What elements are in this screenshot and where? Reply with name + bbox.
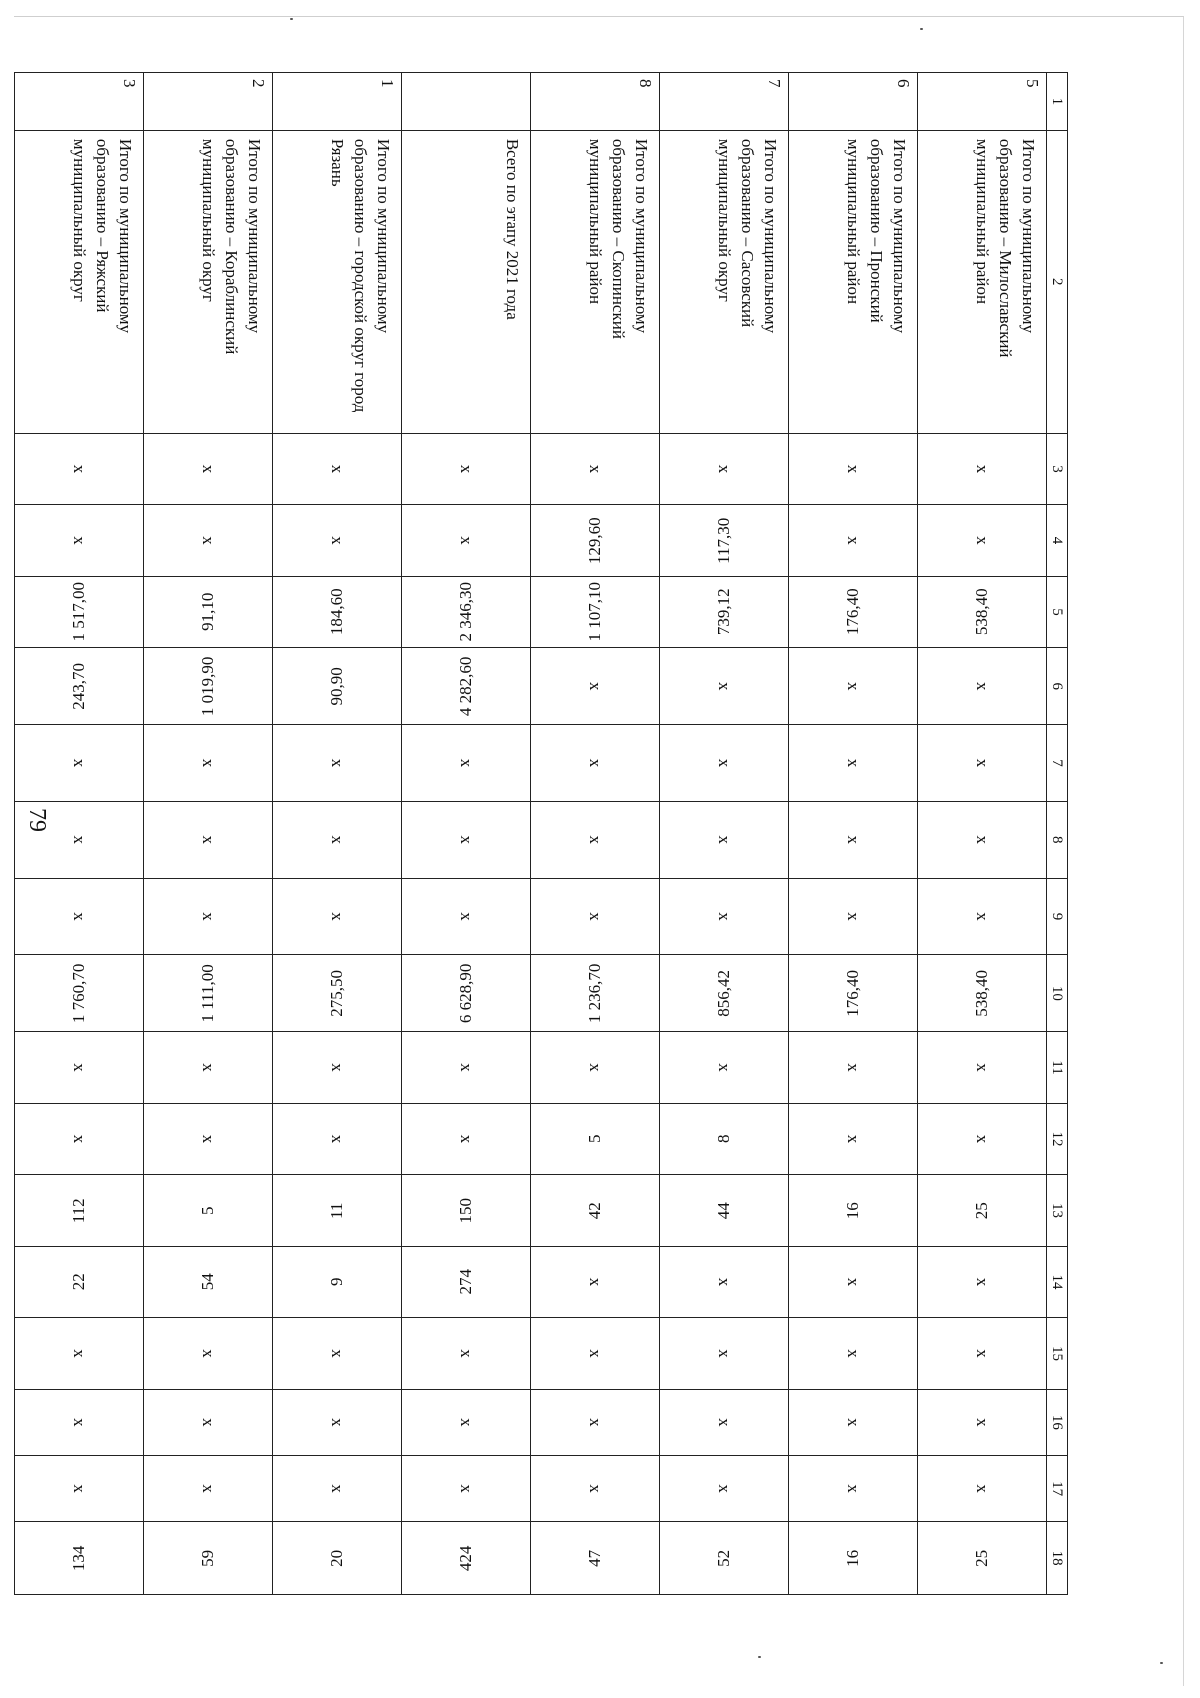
value-cell: x [531,801,660,878]
value-cell: x [273,801,402,878]
value-cell: x [789,648,918,725]
value-cell: x [531,1032,660,1104]
value-cell: 275,50 [273,955,402,1032]
value-cell: x [531,1318,660,1390]
value-cell: x [660,1032,789,1104]
value-cell: x [144,505,273,577]
value-cell: x [144,801,273,878]
table-row [660,73,789,1595]
value-cell: x [402,1318,531,1390]
value-cell: x [660,648,789,725]
value-cell: x [15,1103,144,1175]
row-label-cell: Итого по муниципальному образованию – Сасовский муниципальный округ [660,130,789,433]
value-cell: 117,30 [660,505,789,577]
value-cell: x [144,433,273,505]
value-cell: 20 [273,1522,402,1595]
value-cell: x [789,1456,918,1522]
value-cell: x [660,1318,789,1390]
value-cell: x [15,433,144,505]
column-number-cell: 12 [1047,1103,1068,1175]
value-cell: x [273,878,402,955]
value-cell: x [144,1032,273,1104]
column-number-cell: 18 [1047,1522,1068,1595]
value-cell: x [918,725,1047,802]
value-cell: 5 [531,1103,660,1175]
data-table [14,72,1068,1595]
value-cell: 42 [531,1175,660,1247]
table-body [15,73,1068,1595]
value-cell: x [402,1103,531,1175]
value-cell: x [789,1246,918,1318]
row-number-cell: 5 [918,73,1047,131]
value-cell: x [918,1318,1047,1390]
column-number-cell: 2 [1047,130,1068,433]
value-cell: 112 [15,1175,144,1247]
table-row [15,73,144,1595]
value-cell: 59 [144,1522,273,1595]
value-cell: 91,10 [144,576,273,648]
column-number-cell: 7 [1047,725,1068,802]
value-cell: x [402,725,531,802]
column-number-cell: 17 [1047,1456,1068,1522]
value-cell: x [789,1103,918,1175]
value-cell: 739,12 [660,576,789,648]
value-cell: 134 [15,1522,144,1595]
page-number: 79 [24,808,50,832]
value-cell: x [918,1103,1047,1175]
value-cell: x [15,801,144,878]
table-row [144,73,273,1595]
table-row [531,73,660,1595]
row-number-cell: 1 [273,73,402,131]
value-cell: x [918,801,1047,878]
value-cell: x [918,1456,1047,1522]
value-cell: x [144,1318,273,1390]
value-cell: x [918,1389,1047,1455]
value-cell: 2 346,30 [402,576,531,648]
row-label-cell: Итого по муниципальному образованию – Ряжский муниципальный округ [15,130,144,433]
column-number-cell: 13 [1047,1175,1068,1247]
value-cell: 16 [789,1175,918,1247]
value-cell: 1 760,70 [15,955,144,1032]
table-row [402,73,531,1595]
value-cell: 129,60 [531,505,660,577]
value-cell: x [402,1456,531,1522]
value-cell: x [273,1456,402,1522]
value-cell: x [144,725,273,802]
column-number-cell: 16 [1047,1389,1068,1455]
column-number-cell: 9 [1047,878,1068,955]
value-cell: 1 107,10 [531,576,660,648]
value-cell: 16 [789,1522,918,1595]
value-cell: 176,40 [789,955,918,1032]
value-cell: x [15,1456,144,1522]
row-label-cell: Итого по муниципальному образованию – Кораблинский муниципальный округ [144,130,273,433]
value-cell: x [273,1318,402,1390]
value-cell: x [531,1389,660,1455]
scan-speck [1160,1662,1163,1664]
column-number-cell: 6 [1047,648,1068,725]
column-number-cell: 1 [1047,73,1068,131]
value-cell: x [531,725,660,802]
value-cell: 11 [273,1175,402,1247]
value-cell: 274 [402,1246,531,1318]
value-cell: x [660,1456,789,1522]
value-cell: 538,40 [918,955,1047,1032]
value-cell: x [144,1456,273,1522]
value-cell: 47 [531,1522,660,1595]
value-cell: x [531,1246,660,1318]
value-cell: 243,70 [15,648,144,725]
scan-speck [290,18,293,20]
value-cell: x [531,878,660,955]
value-cell: x [918,505,1047,577]
row-number-cell: 7 [660,73,789,131]
value-cell: 856,42 [660,955,789,1032]
value-cell: x [402,433,531,505]
value-cell: x [15,1032,144,1104]
value-cell: x [402,1032,531,1104]
value-cell: x [660,801,789,878]
value-cell: x [789,801,918,878]
row-number-cell: 3 [15,73,144,131]
value-cell: x [402,878,531,955]
value-cell: 150 [402,1175,531,1247]
value-cell: x [273,433,402,505]
value-cell: x [789,505,918,577]
value-cell: x [15,878,144,955]
row-label-cell: Итого по муниципальному образованию – Пронский муниципальный район [789,130,918,433]
column-number-cell: 8 [1047,801,1068,878]
value-cell: 25 [918,1522,1047,1595]
value-cell: 1 111,00 [144,955,273,1032]
value-cell: x [789,1389,918,1455]
value-cell: 176,40 [789,576,918,648]
value-cell: x [15,1389,144,1455]
row-label-cell: Итого по муниципальному образованию – Милославский муниципальный район [918,130,1047,433]
value-cell: x [402,505,531,577]
column-number-cell: 4 [1047,505,1068,577]
column-number-cell: 5 [1047,576,1068,648]
value-cell: 424 [402,1522,531,1595]
value-cell: x [660,433,789,505]
row-label-cell: Итого по муниципальному образованию – городской округ город Рязань [273,130,402,433]
value-cell: x [531,433,660,505]
value-cell: x [15,1318,144,1390]
table-row [789,73,918,1595]
value-cell: x [918,1032,1047,1104]
value-cell: x [273,505,402,577]
value-cell: x [660,1389,789,1455]
value-cell: 1 019,90 [144,648,273,725]
value-cell: x [273,1103,402,1175]
value-cell: x [660,878,789,955]
value-cell: x [144,878,273,955]
value-cell: x [660,725,789,802]
row-label-cell: Итого по муниципальному образованию – Скопинский муниципальный район [531,130,660,433]
row-number-cell: 8 [531,73,660,131]
column-number-cell: 14 [1047,1246,1068,1318]
value-cell: x [531,648,660,725]
table-row [273,73,402,1595]
value-cell: 1 517,00 [15,576,144,648]
table-row [918,73,1047,1595]
value-cell: x [918,433,1047,505]
value-cell: x [789,878,918,955]
value-cell: x [15,725,144,802]
value-cell: 25 [918,1175,1047,1247]
value-cell: 52 [660,1522,789,1595]
value-cell: 22 [15,1246,144,1318]
value-cell: 44 [660,1175,789,1247]
value-cell: x [273,1032,402,1104]
column-number-cell: 10 [1047,955,1068,1032]
value-cell: x [918,648,1047,725]
value-cell: x [918,1246,1047,1318]
row-number-cell: 2 [144,73,273,131]
column-number-cell: 11 [1047,1032,1068,1104]
value-cell: x [402,1389,531,1455]
value-cell: x [918,878,1047,955]
value-cell: x [144,1389,273,1455]
value-cell: 5 [144,1175,273,1247]
scan-speck [758,1656,761,1658]
value-cell: x [531,1456,660,1522]
scan-speck [920,28,923,30]
row-number-cell [402,73,531,131]
value-cell: x [789,1318,918,1390]
value-cell: x [273,725,402,802]
value-cell: 9 [273,1246,402,1318]
value-cell: 4 282,60 [402,648,531,725]
value-cell: x [789,433,918,505]
table-wrapper [69,72,1068,1595]
value-cell: 90,90 [273,648,402,725]
value-cell: x [660,1246,789,1318]
value-cell: 8 [660,1103,789,1175]
row-number-cell: 6 [789,73,918,131]
value-cell: 184,60 [273,576,402,648]
value-cell: x [789,725,918,802]
value-cell: 54 [144,1246,273,1318]
value-cell: x [402,801,531,878]
column-number-cell: 3 [1047,433,1068,505]
column-number-row [1047,73,1068,1595]
value-cell: x [789,1032,918,1104]
row-label-cell: Всего по этапу 2021 года [402,130,531,433]
column-number-cell: 15 [1047,1318,1068,1390]
value-cell: 6 628,90 [402,955,531,1032]
value-cell: 1 236,70 [531,955,660,1032]
value-cell: x [273,1389,402,1455]
value-cell: 538,40 [918,576,1047,648]
value-cell: x [15,505,144,577]
value-cell: x [144,1103,273,1175]
